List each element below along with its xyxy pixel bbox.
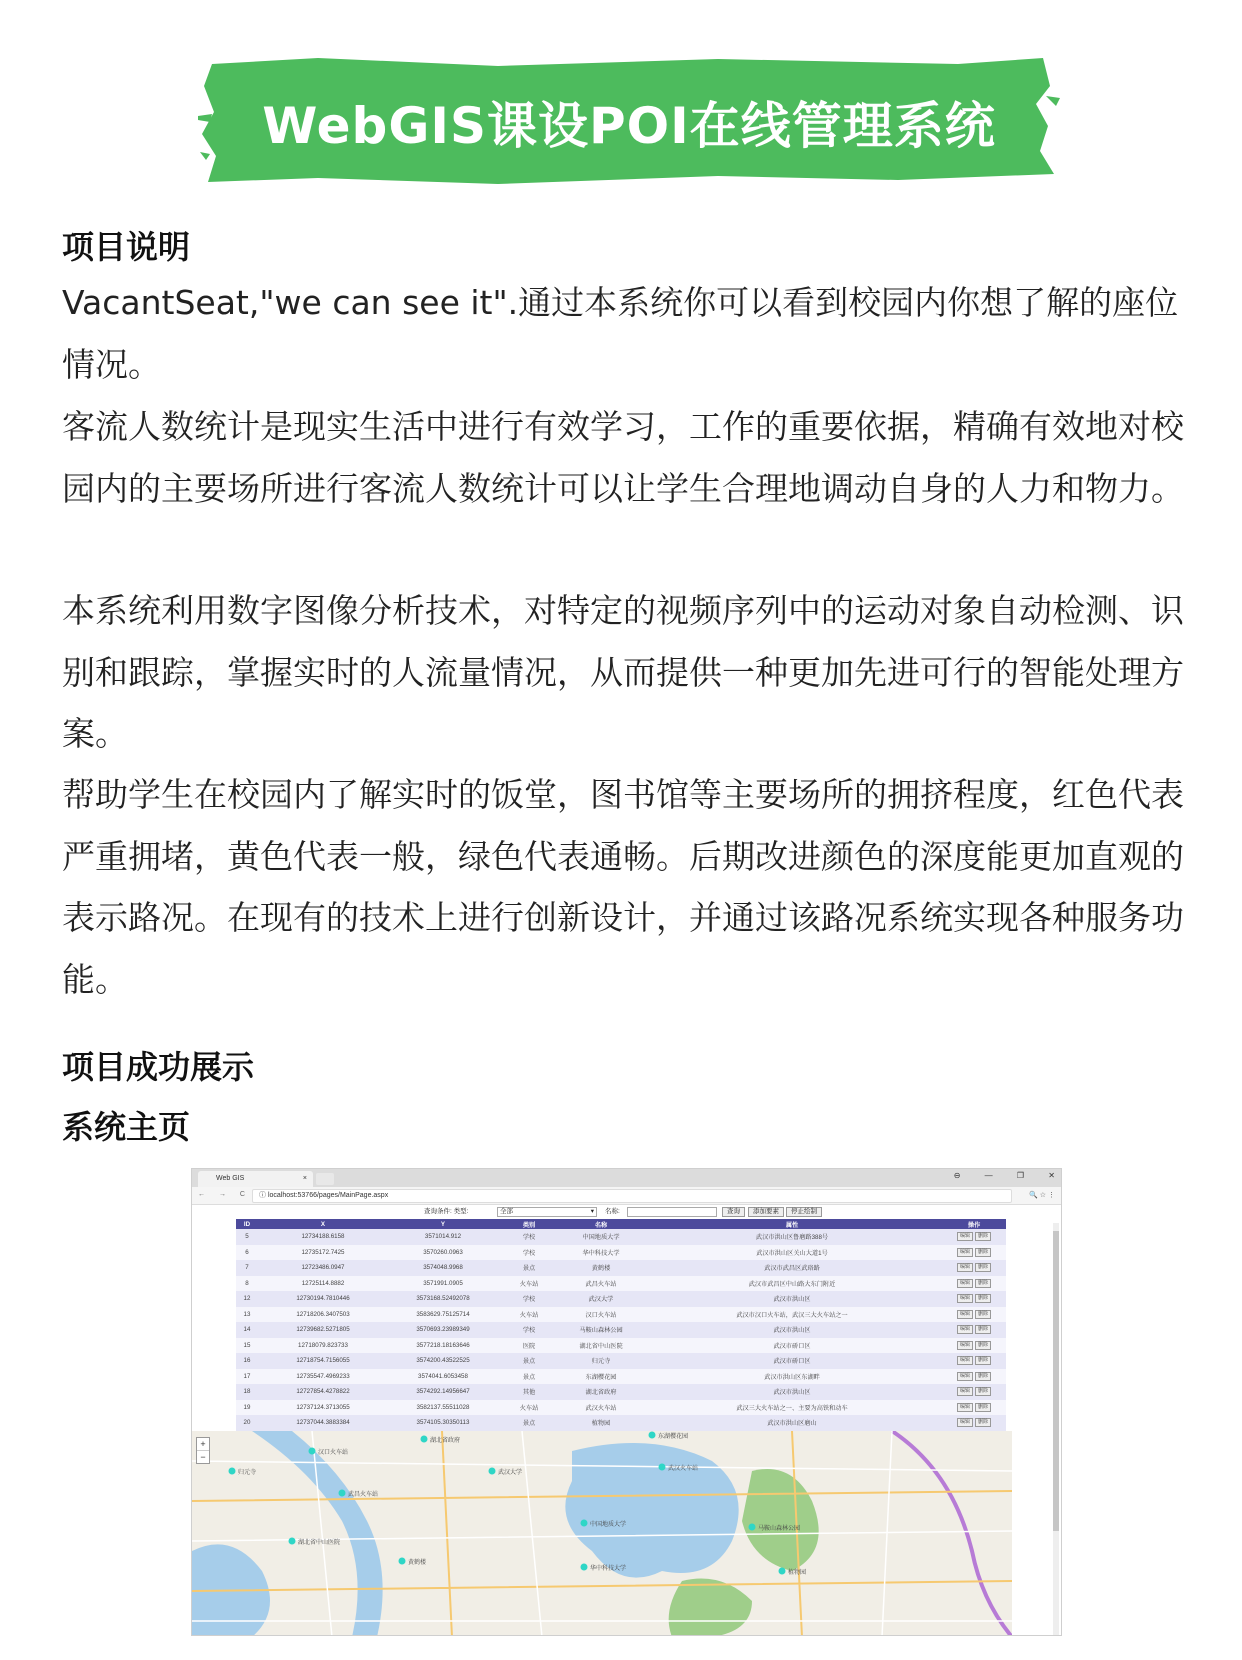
delete-button[interactable]: 删除	[975, 1372, 991, 1381]
table-cell: 武汉市硚口区	[642, 1338, 942, 1354]
table-cell: 3582137.55511028	[388, 1400, 498, 1416]
table-row	[236, 1245, 1006, 1261]
col-name: 名称	[560, 1219, 642, 1229]
table-cell-actions	[942, 1307, 1006, 1323]
table-cell: 其他	[498, 1384, 560, 1400]
query-button[interactable]: 查询	[722, 1207, 745, 1217]
table-cell-actions	[942, 1322, 1006, 1338]
edit-button[interactable]: 编辑	[957, 1279, 973, 1288]
table-cell: 3570693.23989349	[388, 1322, 498, 1338]
map-canvas	[192, 1431, 1012, 1636]
table-cell: 学校	[498, 1291, 560, 1307]
green-area	[669, 1579, 752, 1637]
table-row	[236, 1415, 1006, 1431]
table-cell: 武汉火车站	[560, 1400, 642, 1416]
table-cell: 12727854.4278822	[258, 1384, 388, 1400]
table-cell: 3577218.18163646	[388, 1338, 498, 1354]
delete-button[interactable]: 删除	[975, 1403, 991, 1412]
poi-label: 中国地质大学	[590, 1522, 627, 1528]
table-cell-actions	[942, 1338, 1006, 1354]
table-cell: 3571991.0905	[388, 1276, 498, 1292]
tab-title: Web GIS	[216, 1175, 245, 1182]
edit-button[interactable]: 编辑	[957, 1356, 973, 1365]
table-cell: 东湖樱花园	[560, 1369, 642, 1385]
poi-label: 归元寺	[238, 1470, 257, 1476]
minimize-icon[interactable]: —	[984, 1171, 993, 1180]
col-x: X	[258, 1219, 388, 1229]
table-cell: 12734188.6158	[258, 1229, 388, 1245]
window-controls	[932, 1171, 1055, 1180]
table-cell: 景点	[498, 1260, 560, 1276]
query-bar	[192, 1205, 1061, 1219]
edit-button[interactable]: 编辑	[957, 1310, 973, 1319]
poi-marker[interactable]	[649, 1432, 656, 1439]
table-cell: 武昌火车站	[560, 1276, 642, 1292]
table-cell: 12730194.7810446	[258, 1291, 388, 1307]
name-label: 名称:	[605, 1208, 620, 1215]
table-cell: 3574041.6053458	[388, 1369, 498, 1385]
poi-marker[interactable]	[289, 1538, 296, 1545]
table-row	[236, 1276, 1006, 1292]
table-cell-actions	[942, 1260, 1006, 1276]
table-cell: 3574200.43522525	[388, 1353, 498, 1369]
poi-label: 东湖樱花园	[658, 1434, 689, 1440]
table-cell: 武汉市武昌区中山路大东门附近	[642, 1276, 942, 1292]
browser-tab[interactable]	[198, 1171, 313, 1187]
table-cell: 黄鹤楼	[560, 1260, 642, 1276]
table-cell-actions	[942, 1353, 1006, 1369]
intro-paragraph-1: VacantSeat,"we can see it".通过本系统你可以看到校园内你想了解的座位情况。	[62, 283, 1179, 384]
edit-button[interactable]: 编辑	[957, 1341, 973, 1350]
poi-marker[interactable]	[339, 1490, 346, 1497]
table-cell-actions	[942, 1229, 1006, 1245]
table-cell: 湖北省政府	[560, 1384, 642, 1400]
table-cell-actions	[942, 1245, 1006, 1261]
table-cell: 武汉市洪山区鲁磨路388号	[642, 1229, 942, 1245]
table-cell-actions	[942, 1400, 1006, 1416]
table-cell: 马鞍山森林公园	[560, 1322, 642, 1338]
delete-button[interactable]: 删除	[975, 1279, 991, 1288]
table-cell: 武汉市洪山区东湖畔	[642, 1369, 942, 1385]
table-cell: 6	[236, 1245, 258, 1261]
tab-close-icon[interactable]: ×	[302, 1175, 307, 1182]
table-row	[236, 1229, 1006, 1245]
edit-button[interactable]: 编辑	[957, 1403, 973, 1412]
table-row	[236, 1400, 1006, 1416]
poi-label: 武昌火车站	[348, 1492, 379, 1498]
table-cell: 19	[236, 1400, 258, 1416]
table-cell: 武汉市洪山区	[642, 1384, 942, 1400]
title-banner	[198, 56, 1060, 188]
table-cell-actions	[942, 1415, 1006, 1431]
poi-label: 湖北省政府	[430, 1438, 461, 1444]
table-cell: 汉口火车站	[560, 1307, 642, 1323]
table-cell: 学校	[498, 1229, 560, 1245]
table-cell: 武汉市武昌区武珞路	[642, 1260, 942, 1276]
poi-table	[236, 1219, 1006, 1431]
maximize-icon[interactable]: ❐	[1016, 1171, 1025, 1180]
chevron-down-icon: ▾	[590, 1208, 594, 1215]
east-lake	[565, 1443, 738, 1578]
map-zoom-control	[196, 1437, 210, 1464]
table-body	[236, 1229, 1006, 1431]
table-cell: 17	[236, 1369, 258, 1385]
delete-button[interactable]: 删除	[975, 1294, 991, 1303]
table-cell: 景点	[498, 1415, 560, 1431]
table-cell: 学校	[498, 1245, 560, 1261]
table-cell: 归元寺	[560, 1353, 642, 1369]
poi-marker[interactable]	[399, 1558, 406, 1565]
table-cell: 3574048.9968	[388, 1260, 498, 1276]
table-cell: 15	[236, 1338, 258, 1354]
table-cell: 医院	[498, 1338, 560, 1354]
table-cell: 学校	[498, 1322, 560, 1338]
table-row	[236, 1384, 1006, 1400]
showcase-heading: 项目成功展示	[62, 1048, 255, 1086]
poi-label: 武汉大学	[498, 1470, 523, 1476]
edit-button[interactable]: 编辑	[957, 1263, 973, 1272]
delete-button[interactable]: 删除	[975, 1387, 991, 1396]
col-id: ID	[236, 1219, 258, 1229]
intro-paragraph-2: 客流人数统计是现实生活中进行有效学习，工作的重要依据，精确有效地对校园内的主要场所进行客流人数统计可以让学生合理地调动自身的人力和物力。	[62, 407, 1184, 508]
table-cell: 7	[236, 1260, 258, 1276]
col-op: 操作	[942, 1219, 1006, 1229]
browser-tab-bar	[192, 1169, 1061, 1187]
table-cell: 武汉市洪山区	[642, 1322, 942, 1338]
url-input[interactable]: ⓘ localhost:53766/pages/MainPage.aspx	[252, 1189, 1012, 1203]
table-cell: 武汉三大火车站之一、主要为高铁和动车	[642, 1400, 942, 1416]
poi-marker[interactable]	[581, 1564, 588, 1571]
table-cell-actions	[942, 1369, 1006, 1385]
type-select-value: 全部	[500, 1208, 513, 1215]
delete-button[interactable]: 删除	[975, 1418, 991, 1427]
table-row	[236, 1353, 1006, 1369]
poi-marker[interactable]	[489, 1468, 496, 1475]
col-type: 类别	[498, 1219, 560, 1229]
table-cell: 植物园	[560, 1415, 642, 1431]
delete-button[interactable]: 删除	[975, 1325, 991, 1334]
table-cell: 20	[236, 1415, 258, 1431]
poi-marker[interactable]	[749, 1524, 756, 1531]
table-cell: 16	[236, 1353, 258, 1369]
delete-button[interactable]: 删除	[975, 1232, 991, 1241]
table-cell: 12725114.8882	[258, 1276, 388, 1292]
table-cell: 3574292.14956647	[388, 1384, 498, 1400]
poi-label: 黄鹤楼	[408, 1560, 427, 1566]
poi-marker[interactable]	[421, 1436, 428, 1443]
table-header-row	[236, 1219, 1006, 1229]
poi-label: 武汉火车站	[668, 1466, 699, 1472]
table-cell: 3573168.52492078	[388, 1291, 498, 1307]
account-icon[interactable]: ⊖	[953, 1171, 961, 1180]
table-cell: 华中科技大学	[560, 1245, 642, 1261]
new-tab-button[interactable]	[316, 1173, 334, 1185]
delete-button[interactable]: 删除	[975, 1356, 991, 1365]
table-row	[236, 1307, 1006, 1323]
table-cell: 火车站	[498, 1400, 560, 1416]
table-cell: 火车站	[498, 1276, 560, 1292]
delete-button[interactable]: 删除	[975, 1341, 991, 1350]
table-cell: 12718206.3407503	[258, 1307, 388, 1323]
table-cell: 景点	[498, 1369, 560, 1385]
table-cell: 12735172.7425	[258, 1245, 388, 1261]
add-feature-button[interactable]: 添加要素	[748, 1207, 784, 1217]
table-cell-actions	[942, 1276, 1006, 1292]
delete-button[interactable]: 删除	[975, 1248, 991, 1257]
poi-marker[interactable]	[309, 1448, 316, 1455]
delete-button[interactable]: 删除	[975, 1310, 991, 1319]
scrollbar-thumb[interactable]	[1053, 1231, 1059, 1531]
poi-label: 马鞍山森林公园	[758, 1526, 801, 1532]
table-cell: 3583629.75125714	[388, 1307, 498, 1323]
table-cell: 3574105.30350113	[388, 1415, 498, 1431]
table-row	[236, 1338, 1006, 1354]
table-cell: 武汉市硚口区	[642, 1353, 942, 1369]
green-area	[742, 1469, 819, 1571]
close-window-icon[interactable]: ✕	[1048, 1171, 1055, 1180]
table-cell: 武汉市洪山区	[642, 1291, 942, 1307]
poi-marker[interactable]	[581, 1520, 588, 1527]
table-cell: 14	[236, 1322, 258, 1338]
col-attr: 属性	[642, 1219, 942, 1229]
table-cell: 12718079.823733	[258, 1338, 388, 1354]
edit-button[interactable]: 编辑	[957, 1387, 973, 1396]
edit-button[interactable]: 编辑	[957, 1232, 973, 1241]
table-cell: 武汉市洪山区关山大道1号	[642, 1245, 942, 1261]
edit-button[interactable]: 编辑	[957, 1325, 973, 1334]
address-icons[interactable]: 🔍 ☆ ⋮	[1029, 1192, 1055, 1199]
stop-draw-button[interactable]: 停止绘制	[786, 1207, 822, 1217]
table-cell: 3570260.0963	[388, 1245, 498, 1261]
table-cell: 12739682.5271805	[258, 1322, 388, 1338]
table-cell: 12	[236, 1291, 258, 1307]
table-row	[236, 1322, 1006, 1338]
banner-title: WebGIS课设POI在线管理系统	[262, 97, 996, 155]
system-screenshot	[191, 1168, 1062, 1636]
table-cell: 12735547.4969233	[258, 1369, 388, 1385]
zoom-out-button[interactable]: −	[197, 1450, 209, 1463]
table-row	[236, 1369, 1006, 1385]
poi-label: 植物园	[788, 1570, 807, 1576]
edit-button[interactable]: 编辑	[957, 1248, 973, 1257]
intro-heading: 项目说明	[62, 228, 191, 266]
col-y: Y	[388, 1219, 498, 1229]
table-cell-actions	[942, 1384, 1006, 1400]
query-type-label: 查询条件: 类型:	[424, 1208, 469, 1215]
edit-button[interactable]: 编辑	[957, 1372, 973, 1381]
table-cell-actions	[942, 1291, 1006, 1307]
table-cell: 12737124.3713055	[258, 1400, 388, 1416]
table-cell: 景点	[498, 1353, 560, 1369]
showcase-subheading: 系统主页	[62, 1108, 191, 1146]
type-select[interactable]	[497, 1207, 597, 1217]
poi-label: 湖北省中山医院	[298, 1540, 341, 1546]
table-cell: 12723486.0947	[258, 1260, 388, 1276]
table-cell: 12718754.7156055	[258, 1353, 388, 1369]
nav-buttons[interactable]: ← → C	[198, 1191, 251, 1198]
table-cell: 武汉市汉口火车站，武汉三大火车站之一	[642, 1307, 942, 1323]
ring-road	[892, 1431, 1012, 1636]
table-cell: 湖北省中山医院	[560, 1338, 642, 1354]
delete-button[interactable]: 删除	[975, 1263, 991, 1272]
table-row	[236, 1260, 1006, 1276]
table-cell: 12737044.3883384	[258, 1415, 388, 1431]
table-cell: 5	[236, 1229, 258, 1245]
poi-marker[interactable]	[659, 1464, 666, 1471]
table-cell: 武汉大学	[560, 1291, 642, 1307]
table-row	[236, 1291, 1006, 1307]
table-cell: 中国地质大学	[560, 1229, 642, 1245]
poi-label: 华中科技大学	[590, 1566, 627, 1572]
zoom-in-button[interactable]: +	[200, 1439, 206, 1449]
poi-marker[interactable]	[779, 1568, 786, 1575]
table-cell: 13	[236, 1307, 258, 1323]
table-cell: 8	[236, 1276, 258, 1292]
edit-button[interactable]: 编辑	[957, 1294, 973, 1303]
edit-button[interactable]: 编辑	[957, 1418, 973, 1427]
intro-paragraph-4: 帮助学生在校园内了解实时的饭堂，图书馆等主要场所的拥挤程度，红色代表严重拥堵，黄色代表一般，绿色代表通畅。后期改进颜色的深度能更加直观的表示路况。在现有的技术上进行创新设计，并通过该路况系统实现各种服务功能。	[62, 775, 1184, 999]
poi-label: 汉口火车站	[318, 1450, 349, 1456]
page-scrollbar[interactable]	[1053, 1223, 1059, 1636]
map-view[interactable]	[192, 1431, 1012, 1636]
table-cell: 18	[236, 1384, 258, 1400]
address-bar	[192, 1187, 1061, 1205]
intro-paragraph-3: 本系统利用数字图像分析技术，对特定的视频序列中的运动对象自动检测、识别和跟踪，掌握实时的人流量情况，从而提供一种更加先进可行的智能处理方案。	[62, 591, 1184, 753]
table-cell: 火车站	[498, 1307, 560, 1323]
table-cell: 武汉市洪山区磨山	[642, 1415, 942, 1431]
name-input[interactable]	[627, 1207, 717, 1217]
table-cell: 3571014.912	[388, 1229, 498, 1245]
poi-marker[interactable]	[229, 1468, 236, 1475]
